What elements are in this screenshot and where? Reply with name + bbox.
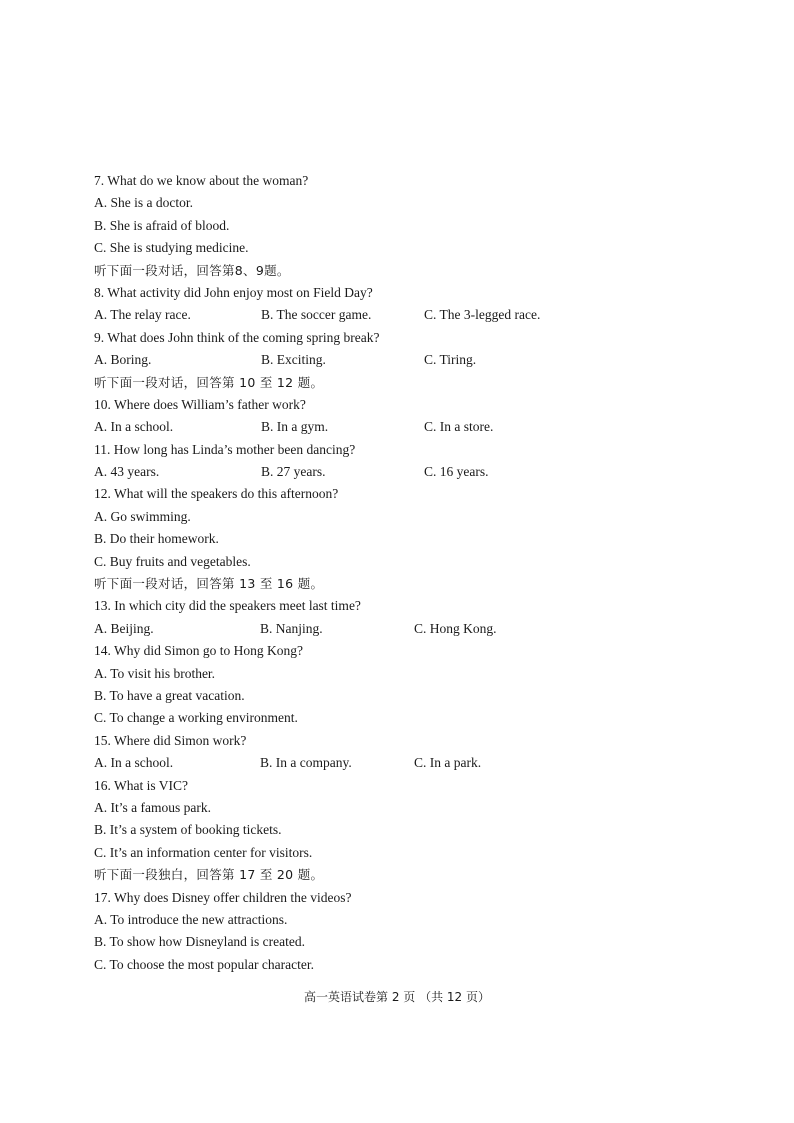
question-stem: 11. How long has Linda’s mother been dancing? <box>94 441 356 457</box>
answer-option: C. She is studying medicine. <box>94 240 249 256</box>
answer-option: B. 27 years. <box>261 464 326 480</box>
answer-options-row <box>94 416 614 438</box>
section-instruction: 听下面一段对话，回答第8、9题。 <box>94 262 290 278</box>
page-footer: 高一英语试卷第 2 页 （共 12 页） <box>304 990 490 1004</box>
answer-option: C. To choose the most popular character. <box>94 956 314 972</box>
answer-option: B. To show how Disneyland is created. <box>94 934 306 950</box>
answer-option: A. The relay race. <box>94 307 191 323</box>
question-stem: 14. Why did Simon go to Hong Kong? <box>94 643 303 659</box>
answer-options-row <box>94 349 614 371</box>
question-list <box>94 170 614 976</box>
answer-option: C. It’s an information center for visitors. <box>94 844 313 860</box>
answer-option: B. It’s a system of booking tickets. <box>94 822 282 838</box>
section-instruction: 听下面一段独白，回答第 17 至 20 题。 <box>94 867 324 883</box>
answer-option: A. To introduce the new attractions. <box>94 911 288 927</box>
answer-option: C. The 3-legged race. <box>424 307 541 323</box>
answer-option: B. Nanjing. <box>260 620 323 636</box>
question-stem: 12. What will the speakers do this afternoon? <box>94 486 339 502</box>
answer-option: B. In a company. <box>260 755 352 771</box>
answer-options-row <box>94 618 614 640</box>
question-stem: 8. What activity did John enjoy most on Field Day? <box>94 284 373 300</box>
question-stem: 15. Where did Simon work? <box>94 732 247 748</box>
answer-option: A. Go swimming. <box>94 508 191 524</box>
answer-option: C. Tiring. <box>424 352 477 368</box>
answer-option: B. Exciting. <box>261 352 326 368</box>
answer-option: A. It’s a famous park. <box>94 799 211 815</box>
question-stem: 9. What does John think of the coming spring break? <box>94 329 380 345</box>
question-stem: 13. In which city did the speakers meet last time? <box>94 598 361 614</box>
answer-options-row <box>94 752 614 774</box>
answer-option: B. In a gym. <box>261 419 329 435</box>
answer-options-row <box>94 461 614 483</box>
answer-option: C. Hong Kong. <box>414 620 497 636</box>
section-instruction: 听下面一段对话，回答第 13 至 16 题。 <box>94 576 324 592</box>
answer-option: B. The soccer game. <box>261 307 372 323</box>
answer-option: B. To have a great vacation. <box>94 687 245 703</box>
answer-option: A. Boring. <box>94 352 152 368</box>
answer-option: A. Beijing. <box>94 620 154 636</box>
answer-option: C. 16 years. <box>424 464 489 480</box>
answer-option: B. Do their homework. <box>94 531 219 547</box>
section-instruction: 听下面一段对话，回答第 10 至 12 题。 <box>94 374 324 390</box>
answer-option: C. In a park. <box>414 755 482 771</box>
question-stem: 16. What is VIC? <box>94 777 188 793</box>
answer-option: C. Buy fruits and vegetables. <box>94 553 251 569</box>
answer-options-row <box>94 304 614 326</box>
question-stem: 7. What do we know about the woman? <box>94 173 309 188</box>
answer-option: A. In a school. <box>94 419 174 435</box>
question-stem: 10. Where does William’s father work? <box>94 396 306 412</box>
answer-option: C. To change a working environment. <box>94 710 298 726</box>
question-stem: 17. Why does Disney offer children the videos? <box>94 889 352 905</box>
answer-option: A. 43 years. <box>94 464 160 480</box>
answer-option: B. She is afraid of blood. <box>94 217 230 233</box>
answer-option: C. In a store. <box>424 419 494 435</box>
answer-option: A. To visit his brother. <box>94 665 216 681</box>
answer-option: A. In a school. <box>94 755 174 771</box>
answer-option: A. She is a doctor. <box>94 195 193 211</box>
